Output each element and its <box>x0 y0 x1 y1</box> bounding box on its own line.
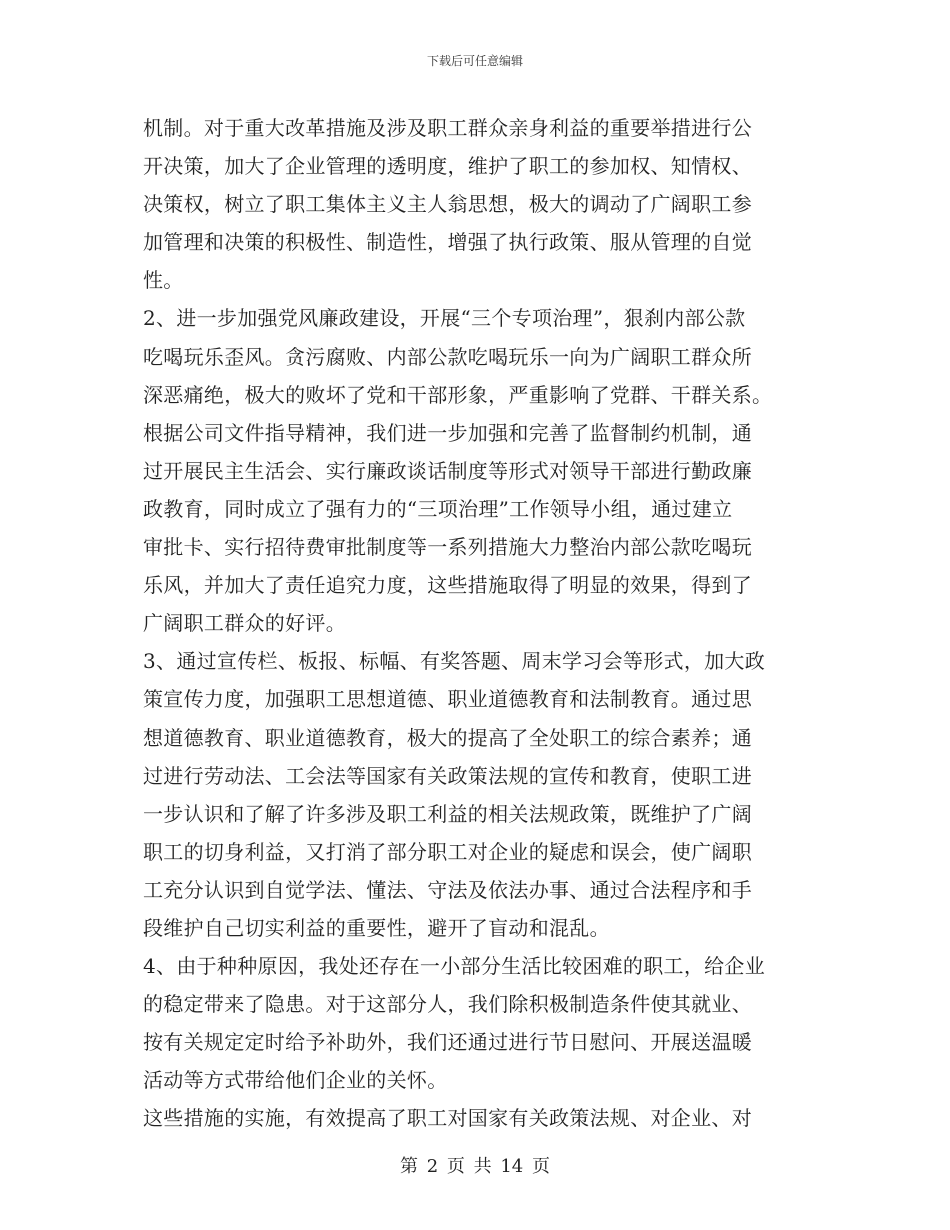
text-line: 根据公司文件指导精神，我们进一步加强和完善了监督制约机制，通 <box>143 420 752 445</box>
page-header: 下载后可任意编辑 <box>426 54 523 68</box>
text-line: 加管理和决策的积极性、制造性，增强了执行政策、服从管理的自觉 <box>143 230 752 255</box>
text-line: 乐风，并加大了责任追究力度，这些措施取得了明显的效果，得到了 <box>143 573 752 598</box>
text-line: 这些措施的实施，有效提高了职工对国家有关政策法规、对企业、对 <box>143 1106 752 1131</box>
text-line: 工充分认识到自觉学法、懂法、守法及依法办事、通过合法程序和手 <box>143 877 752 902</box>
text-line: 2、进一步加强党风廉政建设，开展“三个专项治理”，狠刹内部公款 <box>143 306 746 331</box>
text-line: 活动等方式带给他们企业的关怀。 <box>143 1068 448 1093</box>
text-line: 4、由于种种原因，我处还存在一小部分生活比较困难的职工，给企业 <box>143 954 766 979</box>
text-line: 过开展民主生活会、实行廉政谈话制度等形式对领导干部进行勤政廉 <box>143 458 752 483</box>
text-line: 政教育，同时成立了强有力的“三项治理”工作领导小组，通过建立 <box>143 496 733 521</box>
text-line: 3、通过宣传栏、板报、标幅、有奖答题、周末学习会等形式，加大政 <box>143 649 766 674</box>
page-footer: 第 2 页 共 14 页 <box>400 1156 550 1177</box>
text-line: 决策权，树立了职工集体主义主人翁思想，极大的调动了广阔职工参 <box>143 192 752 217</box>
text-line: 吃喝玩乐歪风。贪污腐败、内部公款吃喝玩乐一向为广阔职工群众所 <box>143 344 752 369</box>
text-line: 的稳定带来了隐患。对于这部分人，我们除积极制造条件使其就业、 <box>143 992 752 1017</box>
text-line: 过进行劳动法、工会法等国家有关政策法规的宣传和教育，使职工进 <box>143 763 752 788</box>
text-line: 机制。对于重大改革措施及涉及职工群众亲身利益的重要举措进行公 <box>143 116 752 140</box>
text-line: 深恶痛绝，极大的败坏了党和干部形象，严重影响了党群、干群关系。 <box>143 382 773 407</box>
text-line: 广阔职工群众的好评。 <box>143 611 346 636</box>
text-line: 开决策，加大了企业管理的透明度，维护了职工的参加权、知情权、 <box>143 154 752 179</box>
text-line: 段维护自己切实利益的重要性，避开了盲动和混乱。 <box>143 915 610 940</box>
text-line: 职工的切身利益，又打消了部分职工对企业的疑虑和误会，使广阔职 <box>143 839 752 864</box>
text-line: 性。 <box>143 268 184 293</box>
text-line: 审批卡、实行招待费审批制度等一系列措施大力整治内部公款吃喝玩 <box>143 535 752 560</box>
document-body <box>143 109 811 1138</box>
text-line: 一步认识和了解了许多涉及职工利益的相关法规政策，既维护了广阔 <box>143 801 752 826</box>
text-line: 想道德教育、职业道德教育，极大的提高了全处职工的综合素养；通 <box>143 725 752 750</box>
text-line: 按有关规定定时给予补助外，我们还通过进行节日慰问、开展送温暖 <box>143 1030 752 1055</box>
text-line: 策宣传力度，加强职工思想道德、职业道德教育和法制教育。通过思 <box>143 687 752 712</box>
